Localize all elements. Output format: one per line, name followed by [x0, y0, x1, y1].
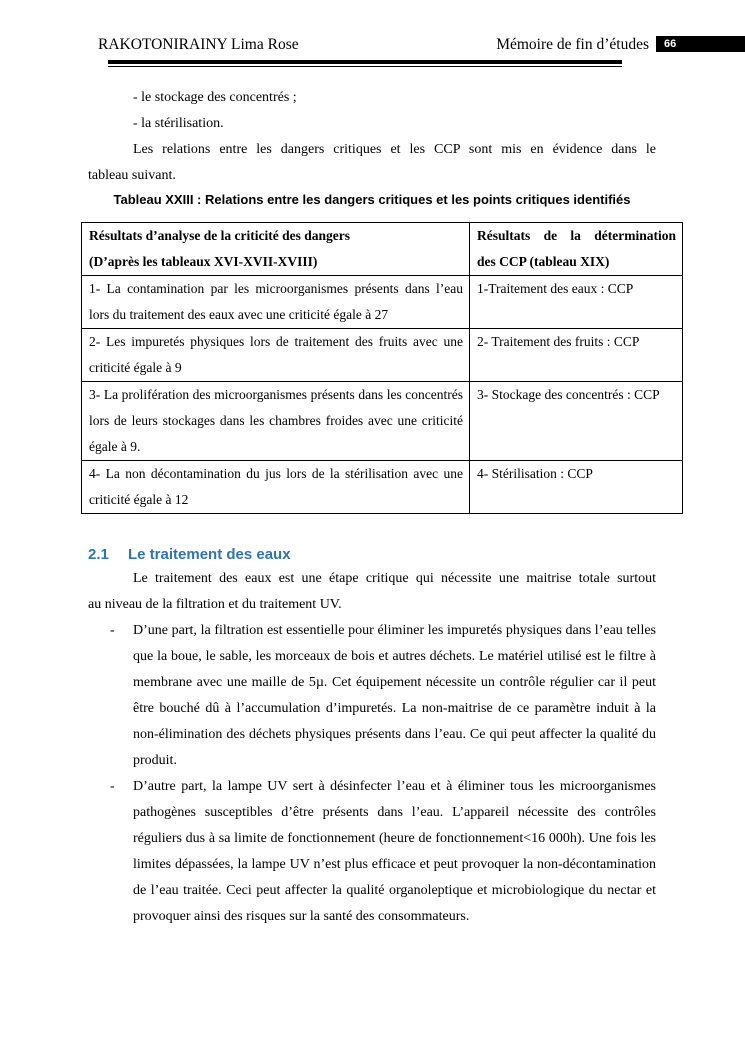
table-cell-danger: 2- Les impuretés physiques lors de traitement des fruits avec une criticité égale à 9	[82, 329, 470, 382]
header-danger-line1: Résultats d’analyse de la criticité des dangers	[89, 228, 350, 243]
header-author: RAKOTONIRAINY Lima Rose	[98, 36, 299, 53]
header-rule-thin	[108, 66, 622, 67]
section-heading	[88, 546, 291, 563]
header-danger-line2: (D’après les tableaux XVI-XVII-XVIII)	[89, 254, 318, 269]
table-header-danger	[82, 223, 470, 276]
table-cell-danger: 4- La non décontamination du jus lors de la stérilisation avec une criticité égale à 12	[82, 461, 470, 514]
section-paragraph-line2: au niveau de la filtration et du traitement UV.	[88, 597, 342, 612]
header-document-title: Mémoire de fin d’études	[496, 36, 649, 53]
table-cell-ccp: 1-Traitement des eaux : CCP	[470, 276, 683, 329]
header-rule	[108, 60, 622, 64]
bullet-marker: -	[110, 779, 115, 794]
header-ccp-line2: des CCP (tableau XIX)	[477, 254, 610, 269]
table-cell-ccp: 2- Traitement des fruits : CCP	[470, 329, 683, 382]
header-ccp-line1: Résultats de la détermination	[477, 228, 676, 243]
list-item-sterilisation: - la stérilisation.	[133, 116, 224, 131]
page-number-badge: 66	[656, 36, 745, 52]
table-row	[82, 276, 683, 329]
bullet-marker: -	[110, 623, 115, 638]
table-row	[82, 382, 683, 461]
table-cell-ccp: 4- Stérilisation : CCP	[470, 461, 683, 514]
table-cell-ccp: 3- Stockage des concentrés : CCP	[470, 382, 683, 461]
bullet-uv-lamp: D’autre part, la lampe UV sert à désinfecter l’eau et à éliminer tous les microorganismes pathogènes susceptibles d’être présents dans l’eau. L’appareil nécessite des contrôles réguliers dus à sa limite de fonctionnement (heure de fonctionnement<16 000h). Une fois les limites dépassées, la lampe UV n’est plus efficace et peut provoquer la non-décontamination de l’eau traitée. Ceci peut affecter la qualité organoleptique et microbiologique du nectar et provoquer ainsi des risques sur la santé des consommateurs.	[133, 779, 656, 924]
section-paragraph-line1: Le traitement des eaux est une étape critique qui nécessite une maitrise totale surtout	[133, 571, 656, 586]
section-title: Le traitement des eaux	[128, 546, 291, 563]
intro-sentence-line1: Les relations entre les dangers critiques et les CCP sont mis en évidence dans le	[133, 142, 656, 157]
section-number: 2.1	[88, 546, 109, 563]
table-row	[82, 461, 683, 514]
table-row	[82, 329, 683, 382]
relations-table	[81, 222, 683, 514]
table-header-ccp	[470, 223, 683, 276]
table-caption: Tableau XXIII : Relations entre les dangers critiques et les points critiques identifiés	[113, 192, 631, 207]
bullet-filtration: D’une part, la filtration est essentielle pour éliminer les impuretés physiques dans l’eau telles que la boue, le sable, les morceaux de bois et autres déchets. Le matériel utilisé est le filtre à membrane avec une maille de 5µ. Cet équipement nécessite un contrôle régulier car il peut être bouché dû à l’accumulation d’impuretés. La non-maitrise de ce paramètre induit à la non-élimination des déchets physiques présents dans l’eau. Ce qui peut affecter la qualité du produit.	[133, 623, 656, 768]
intro-sentence-line2: tableau suivant.	[88, 168, 176, 183]
table-cell-danger: 1- La contamination par les microorganismes présents dans l’eau lors du traitement des eaux avec une criticité égale à 27	[82, 276, 470, 329]
list-item-storage: - le stockage des concentrés ;	[133, 90, 297, 105]
table-cell-danger: 3- La prolifération des microorganismes présents dans les concentrés lors de leurs stockages dans les chambres froides avec une criticité égale à 9.	[82, 382, 470, 461]
table-header-row	[82, 223, 683, 276]
